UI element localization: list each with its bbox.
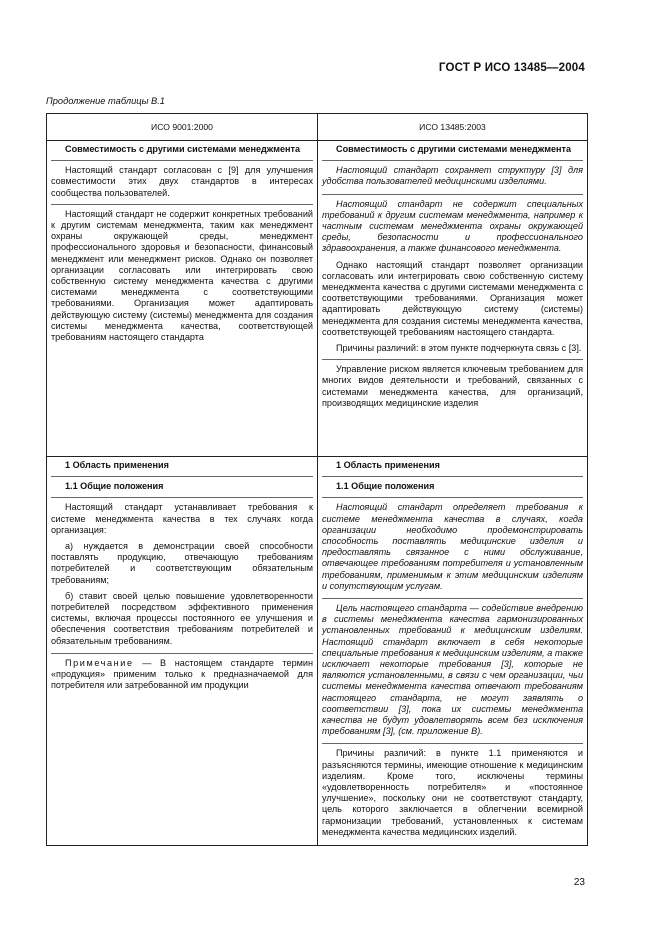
paragraph: Настоящий стандарт согласован с [9] для улучшения совместимости этих двух стандартов в интересах сообщества пользователей.: [51, 165, 313, 198]
note-label: Примечание: [65, 657, 134, 668]
cell-scope-iso9001: [47, 457, 318, 846]
divider: [322, 598, 583, 599]
paragraph: Причины различий: в пункте 1.1 применяются и разъясняются термины, имеющие отношение к медицинским изделиям. Кроме того, исключены термины «удовлетворенность потребителя» и «постоянное улучшение», поскольку они не соответствуют стандарту, цель которого заключается в облегчении всемирной гармонизации требований, установленных к системам менеджмента качества медицинских изделий.: [322, 748, 583, 837]
section-title: 1 Область применения: [336, 460, 440, 470]
paragraph: Цель настоящего стандарта — содействие внедрению в системы менеджмента качества гармонизированных установленных требований к медицинским изделиям. Настоящий стандарт включает в себя некоторые специальные требования к медицинским изделиям, а также исключает некоторые требования [3], которые не являются установленными, в связи с чем организации, чьи системы менеджмента качества отвечают требованиям настоящего стандарта, не могут заявлять о соответствии [3], пока их системы менеджмента качества не будут удовлетворять всем без исключения требованиям [3], (см. приложение В).: [322, 603, 583, 737]
paragraph: Причины различий: в этом пункте подчеркнута связь с [3].: [336, 343, 582, 354]
table-row: [47, 457, 588, 846]
cell-compat-iso13485: [318, 141, 588, 457]
divider: [51, 653, 313, 654]
column-header-iso13485: ИСО 13485:2003: [318, 114, 588, 141]
subsection-title: 1.1 Общие положения: [336, 481, 435, 492]
table-row: [47, 141, 588, 457]
column-header-iso9001: ИСО 9001:2000: [47, 114, 318, 141]
paragraph: Настоящий стандарт не содержит специальных требований к другим системам менеджмента, например к частным системам менеджмента охраны окружающей среды, безопасности и профессионального здравоохранения, а также финансового менеджмента.: [322, 198, 583, 254]
paragraph: Однако настоящий стандарт позволяет организации согласовать или интегрировать свою собственную систему менеджмента качества с другими системами менеджмента с соответствующими требованиями. Организация может адаптировать действующую систему (системы) менеджмента для создания системы менеджмента качества, соответствующей требованиям настоящего стандарта.: [322, 259, 583, 337]
table-header-row: [47, 114, 588, 141]
paragraph: Настоящий стандарт устанавливает требования к системе менеджмента качества в тех случаях когда организация:: [51, 502, 313, 535]
note: [51, 658, 313, 692]
divider: [51, 204, 313, 205]
divider: [322, 359, 583, 360]
list-item: а) нуждается в демонстрации своей способности поставлять продукцию, отвечающую требованиям потребителей и соответствующим обязательным требованиям;: [51, 541, 313, 585]
divider: [322, 743, 583, 744]
cell-scope-iso13485: [318, 457, 588, 846]
page-number: 23: [573, 877, 585, 888]
note-text: — В настоящем стандарте термин «продукция» применим только к предназначаемой для потребителя или затребованной им продукции: [51, 657, 313, 691]
section-title: 1 Область применения: [65, 460, 169, 470]
paragraph: Управление риском является ключевым требованием для многих видов деятельности и требований, связанных с системами менеджмента качества, для организаций, производящих медицинские изделия: [322, 364, 583, 408]
paragraph: Настоящий стандарт определяет требования к системе менеджмента качества в случаях, когда организации необходимо продемонстрировать способность поставлять медицинские изделия и предоставлять связанное с ними обслуживание, отвечающее требованиям потребителя и установленным требованиям, применимым к этим медицинским изделиям и сопутствующим услугам.: [322, 502, 583, 591]
document-header: ГОСТ Р ИСО 13485—2004: [438, 62, 585, 74]
divider: [322, 194, 583, 195]
paragraph: Настоящий стандарт не содержит конкретных требований к другим системам менеджмента, таким как менеджмент охраны окружающей среды, менеджмент профессионального здоровья и безопасности, финансовый менеджмент или менеджмент рисков. Однако он позволяет организации согласовать или интегрировать свою собственную систему менеджмента качества с другими системами менеджмента с соответствующими требованиями. Организация может адаптировать действующую систему (системы) менеджмента для создания системы менеджмента качества, соответствующей требованиям настоящего стандарта: [51, 208, 313, 343]
divider: [322, 160, 583, 161]
divider: [51, 476, 313, 477]
divider: [51, 160, 313, 161]
comparison-table: [46, 113, 585, 846]
cell-heading: Совместимость с другими системами менеджмента: [65, 144, 301, 154]
divider: [51, 497, 313, 498]
divider: [322, 476, 583, 477]
subsection-title: 1.1 Общие положения: [65, 481, 164, 492]
table-caption: Продолжение таблицы В.1: [46, 96, 165, 106]
divider: [322, 497, 583, 498]
list-item: б) ставит своей целью повышение удовлетворенности потребителей посредством эффективного применения системы, включая процессы постоянного ее улучшения и обеспечения соответствия требованиям потребителей и обязательным требованиям.: [51, 590, 313, 646]
cell-heading: Совместимость с другими системами менеджмента: [336, 144, 572, 154]
cell-compat-iso9001: [47, 141, 318, 457]
paragraph: Настоящий стандарт сохраняет структуру [3] для удобства пользователей медицинскими изделиями.: [322, 165, 583, 187]
